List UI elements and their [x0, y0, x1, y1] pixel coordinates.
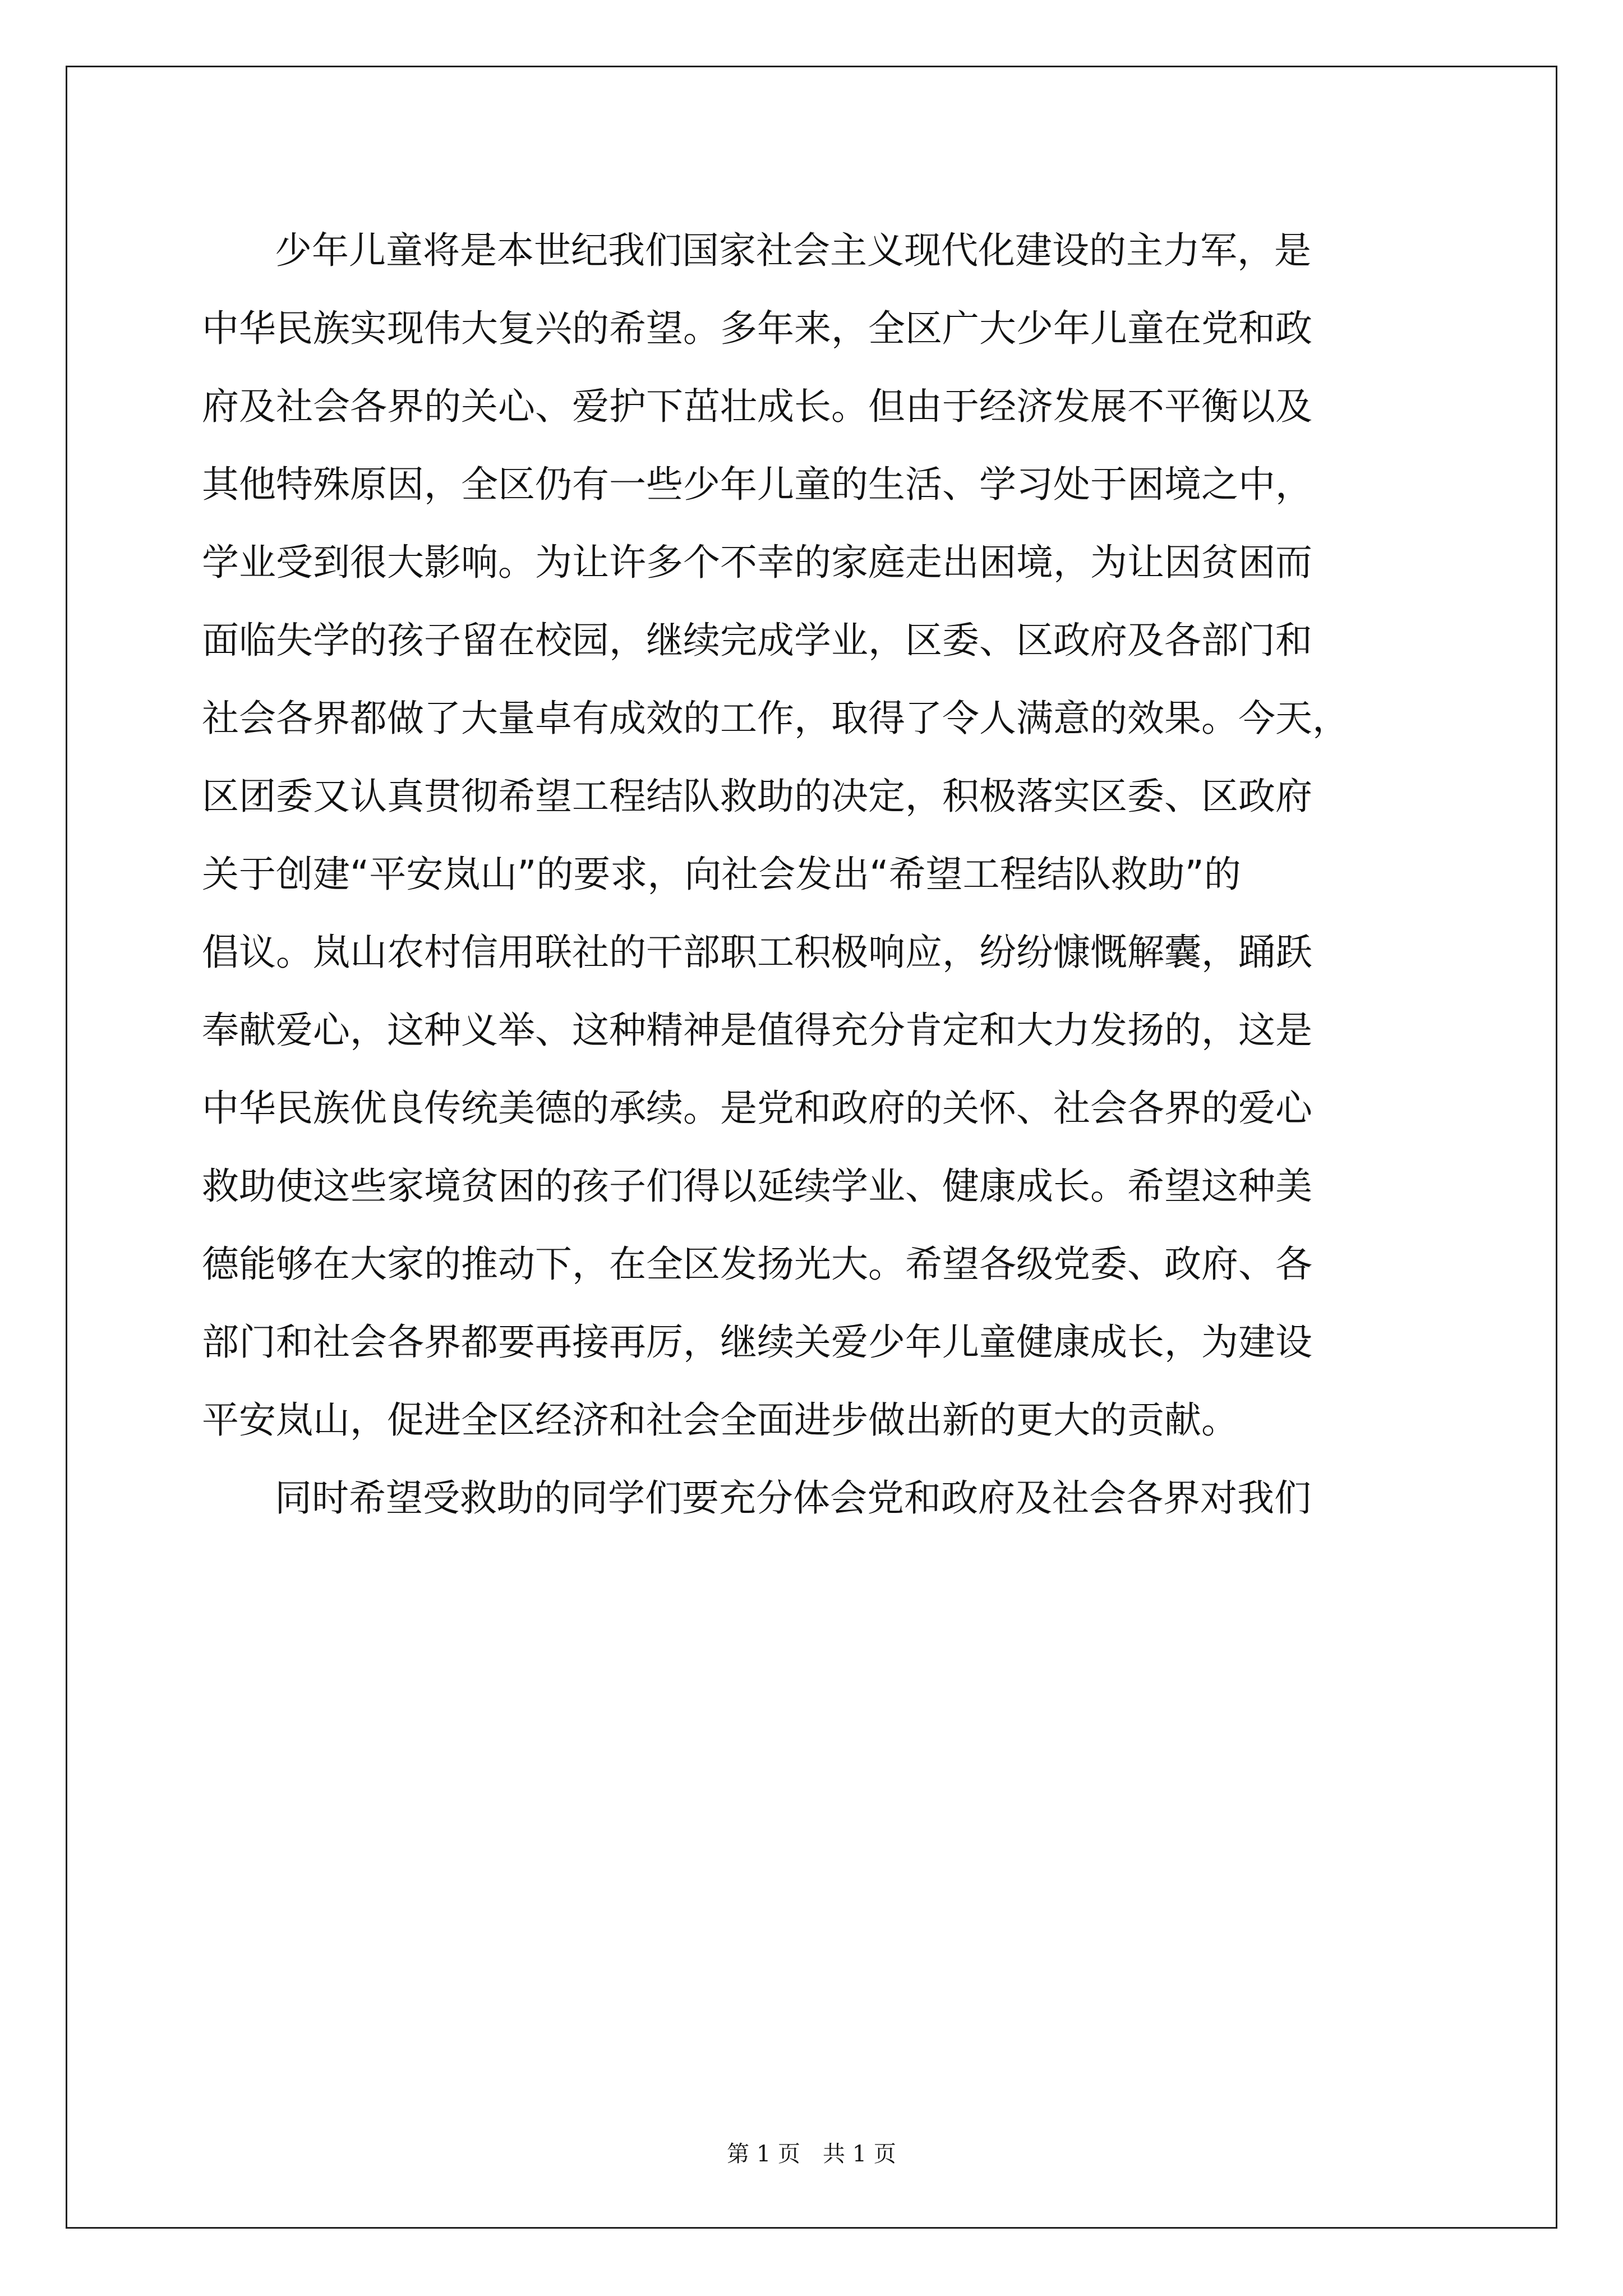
- paragraph-2-line-1: 同时希望受救助的同学们要充分体会党和政府及社会各界对我们: [275, 1476, 1311, 1520]
- paragraph-1-line-4: 其他特殊原因，全区仍有一些少年儿童的生活、学习处于困境之中，: [202, 463, 1312, 506]
- paragraph-1-line-12: 中华民族优良传统美德的承续。是党和政府的关怀、社会各界的爱心: [202, 1087, 1312, 1130]
- paragraph-1-line-14: 德能够在大家的推动下，在全区发扬光大。希望各级党委、政府、各: [202, 1243, 1312, 1286]
- paragraph-1-line-16: 平安岚山，促进全区经济和社会全面进步做出新的更大的贡献。: [202, 1398, 1238, 1442]
- paragraph-1-line-3: 府及社会各界的关心、爱护下茁壮成长。但由于经济发展不平衡以及: [202, 385, 1312, 428]
- paragraph-1-line-1: 少年儿童将是本世纪我们国家社会主义现代化建设的主力军，是: [275, 229, 1311, 272]
- paragraph-1-line-11: 奉献爱心，这种义举、这种精神是值得充分肯定和大力发扬的，这是: [202, 1009, 1312, 1052]
- paragraph-1-line-10: 倡议。岚山农村信用联社的干部职工积极响应，纷纷慷慨解囊，踊跃: [202, 931, 1312, 974]
- paragraph-1-line-13: 救助使这些家境贫困的孩子们得以延续学业、健康成长。希望这种美: [202, 1165, 1312, 1208]
- paragraph-1-line-7: 社会各界都做了大量卓有成效的工作，取得了令人满意的效果。今天，: [202, 697, 1349, 740]
- paragraph-1-line-2: 中华民族实现伟大复兴的希望。多年来，全区广大少年儿童在党和政: [202, 307, 1312, 350]
- paragraph-1-line-15: 部门和社会各界都要再接再厉，继续关爱少年儿童健康成长，为建设: [202, 1320, 1312, 1364]
- paragraph-1-line-6: 面临失学的孩子留在校园，继续完成学业，区委、区政府及各部门和: [202, 619, 1312, 662]
- paragraph-1-line-9: 关于创建“平安岚山”的要求，向社会发出“希望工程结队救助”的: [202, 853, 1241, 896]
- paragraph-1-line-8: 区团委又认真贯彻希望工程结队救助的决定，积极落实区委、区政府: [202, 775, 1312, 818]
- paragraph-1-line-5: 学业受到很大影响。为让许多个不幸的家庭走出困境，为让因贫困而: [202, 541, 1312, 584]
- page-footer: 第 1 页 共 1 页: [727, 2141, 896, 2167]
